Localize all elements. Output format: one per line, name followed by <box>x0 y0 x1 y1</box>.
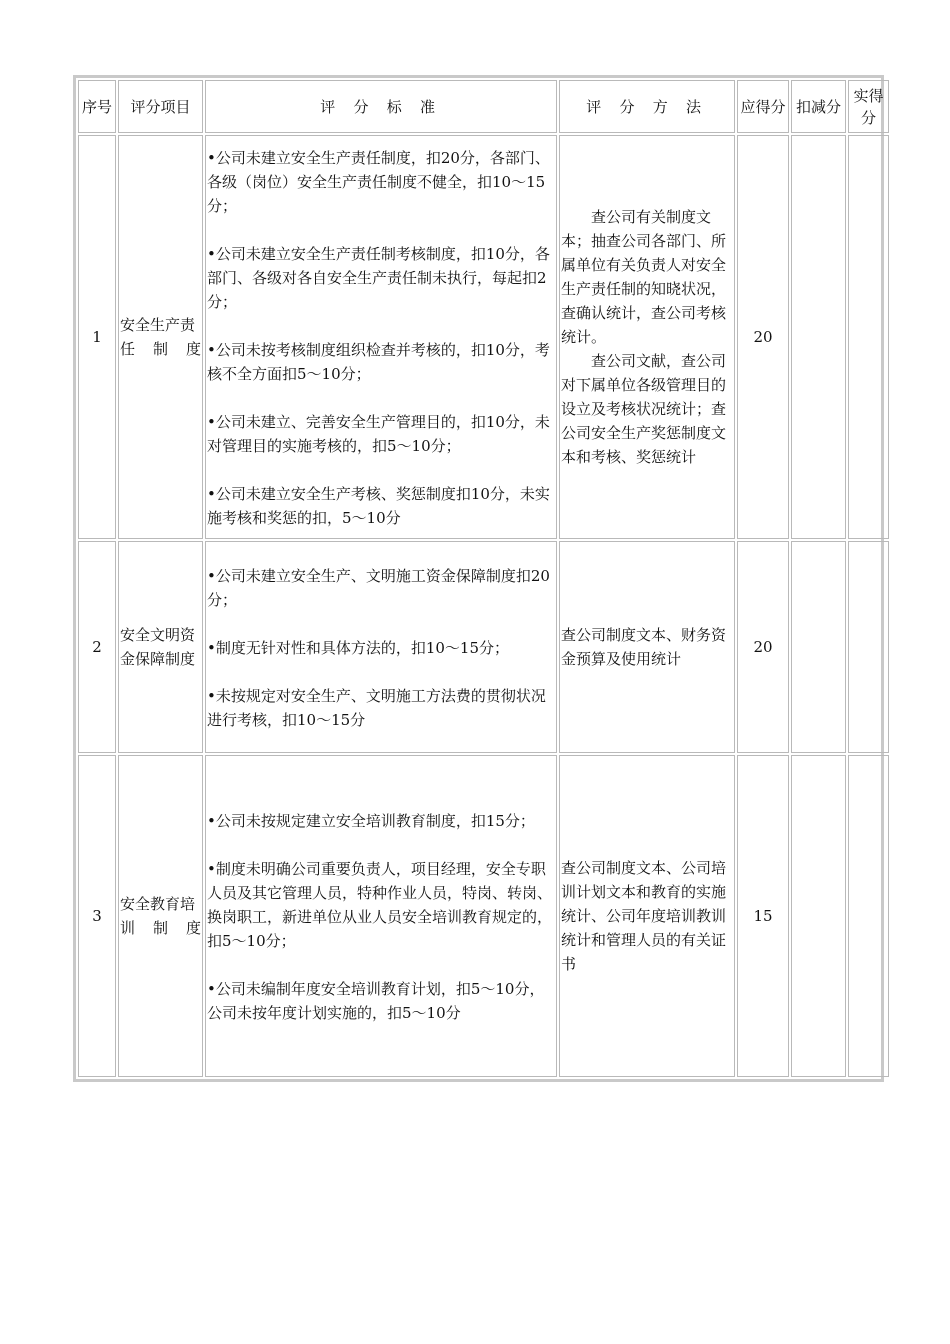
row-method <box>559 755 735 1077</box>
header-method: 评 分 方 法 <box>559 80 735 133</box>
row-method <box>559 541 735 753</box>
standard-clause: •制度无针对性和具体方法的，扣10～15分； <box>207 639 510 657</box>
header-actual-line1: 实得 <box>853 86 884 105</box>
row-standard <box>205 755 557 1077</box>
header-item: 评分项目 <box>118 80 203 133</box>
row-full-score: 20 <box>737 135 789 539</box>
standard-clause: •公司未编制年度安全培训教育计划，扣5～10分，公司未按年度计划实施的，扣5～10分 <box>207 980 545 1022</box>
method-paragraph: 查公司文献，查公司对下属单位各级管理目的设立及考核状况统计；查公司安全生产奖惩制度文本和考核、奖惩统计 <box>561 352 727 466</box>
row-actual[interactable] <box>848 755 889 1077</box>
row-number: 2 <box>78 541 116 753</box>
row-standard <box>205 541 557 753</box>
standard-clause: •公司未建立安全生产责任制考核制度，扣10分，各部门、各级对各自安全生产责任制未执行，每起扣2分； <box>207 245 550 311</box>
table-row <box>78 541 889 753</box>
standard-clause: •公司未建立安全生产、文明施工资金保障制度扣20分； <box>207 567 550 609</box>
standard-clause: •公司未按考核制度组织检查并考核的，扣10分，考核不全方面扣5～10分； <box>207 341 550 383</box>
row-number: 3 <box>78 755 116 1077</box>
standard-clause: •未按规定对安全生产、文明施工方法费的贯彻状况进行考核，扣10～15分 <box>207 687 546 729</box>
row-deduction[interactable] <box>791 541 846 753</box>
method-paragraph: 查公司有关制度文本；抽查公司各部门、所属单位有关负责人对安全生产责任制的知晓状况，查确认统计，查公司考核统计。 <box>561 208 727 346</box>
row-method <box>559 135 735 539</box>
standard-clause: •公司未按规定建立安全培训教育制度，扣15分； <box>207 812 535 830</box>
row-item-line2: 金保障制度 <box>120 650 196 668</box>
header-actual-line2: 分 <box>860 108 876 127</box>
standard-clause: •公司未建立、完善安全生产管理目的，扣10分，未对管理目的实施考核的，扣5～10分； <box>207 413 550 455</box>
header-no: 序号 <box>78 80 116 133</box>
standard-clause: •公司未建立安全生产考核、奖惩制度扣10分，未实施考核和奖惩的扣，5～10分 <box>207 485 550 527</box>
table-header-row <box>78 80 889 133</box>
method-paragraph: 查公司制度文本、财务资金预算及使用统计 <box>561 626 727 668</box>
header-actual <box>848 80 889 133</box>
row-full-score: 15 <box>737 755 789 1077</box>
method-paragraph: 查公司制度文本、公司培训计划文本和教育的实施统计、公司年度培训教训统计和管理人员的有关证书 <box>561 859 727 973</box>
row-actual[interactable] <box>848 541 889 753</box>
standard-clause: •公司未建立安全生产责任制度，扣20分，各部门、各级（岗位）安全生产责任制度不健全，扣10～15分； <box>207 149 550 215</box>
row-item-line1: 安全教育培 <box>120 895 196 913</box>
row-full-score: 20 <box>737 541 789 753</box>
scoring-table-frame <box>73 75 884 1082</box>
row-item-line2: 训 制 度 <box>120 919 201 937</box>
header-deduction: 扣减分 <box>791 80 846 133</box>
header-full-score: 应得分 <box>737 80 789 133</box>
table-row <box>78 135 889 539</box>
row-item <box>118 135 203 539</box>
standard-clause: •制度未明确公司重要负责人，项目经理，安全专职人员及其它管理人员，特种作业人员，特岗、转岗、换岗职工，新进单位从业人员安全培训教育规定的，扣5～10分； <box>207 860 553 950</box>
table-row <box>78 755 889 1077</box>
row-item <box>118 541 203 753</box>
scoring-table <box>76 78 891 1079</box>
row-actual[interactable] <box>848 135 889 539</box>
row-deduction[interactable] <box>791 755 846 1077</box>
row-item-line1: 安全生产责 <box>120 316 196 334</box>
row-number: 1 <box>78 135 116 539</box>
row-item-line2: 任 制 度 <box>120 340 201 358</box>
row-item <box>118 755 203 1077</box>
header-standard: 评 分 标 准 <box>205 80 557 133</box>
row-standard <box>205 135 557 539</box>
row-item-line1: 安全文明资 <box>120 626 196 644</box>
row-deduction[interactable] <box>791 135 846 539</box>
